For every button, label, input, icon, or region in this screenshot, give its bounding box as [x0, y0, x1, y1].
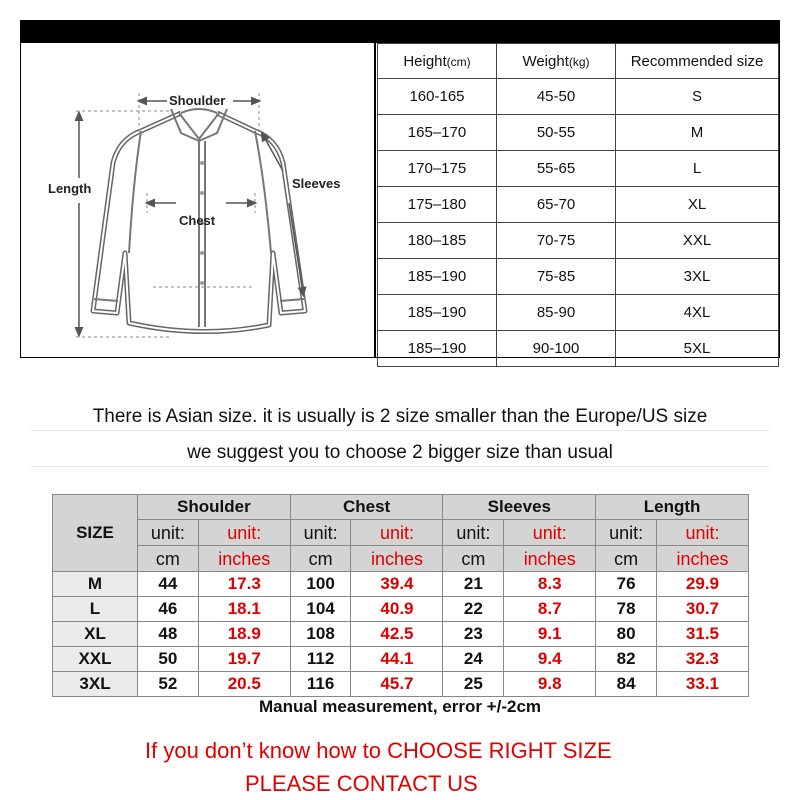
- shirt-diagram: [21, 43, 376, 357]
- value-cm-cell: 104: [290, 597, 351, 622]
- height-cell: 185–190: [378, 259, 497, 295]
- recommended-size-table: [377, 43, 779, 367]
- group-header-shoulder: Shoulder: [138, 495, 291, 520]
- height-cell: 165–170: [378, 115, 497, 151]
- divider: [30, 466, 770, 467]
- value-cm-cell: 76: [596, 572, 657, 597]
- value-cm-cell: 25: [443, 672, 504, 697]
- value-inches-cell: 19.7: [198, 647, 290, 672]
- sleeves-label: Sleeves: [292, 176, 341, 191]
- recommended-size-cell: XXL: [616, 223, 779, 259]
- measure-group-header: [53, 495, 749, 520]
- value-inches-cell: 8.7: [504, 597, 596, 622]
- shoulder-label: Shoulder: [169, 93, 226, 108]
- size-table-row: [378, 259, 779, 295]
- size-cell: M: [53, 572, 138, 597]
- value-inches-cell: 9.4: [504, 647, 596, 672]
- value-cm-cell: 52: [138, 672, 199, 697]
- value-cm-cell: 78: [596, 597, 657, 622]
- value-cm-cell: 21: [443, 572, 504, 597]
- weight-cell: 65-70: [497, 187, 616, 223]
- recommended-size-cell: L: [616, 151, 779, 187]
- size-table-header: [378, 44, 779, 79]
- value-inches-cell: 32.3: [656, 647, 748, 672]
- panel-header-bar: [21, 21, 779, 43]
- height-cell: 185–190: [378, 295, 497, 331]
- group-header-chest: Chest: [290, 495, 443, 520]
- recommended-size-cell: M: [616, 115, 779, 151]
- unit-label-inches: unit:: [656, 520, 748, 546]
- value-inches-cell: 20.5: [198, 672, 290, 697]
- shirt-illustration: [21, 43, 374, 357]
- value-cm-cell: 24: [443, 647, 504, 672]
- weight-cell: 70-75: [497, 223, 616, 259]
- unit-row-top: [53, 520, 749, 546]
- size-cell: XXL: [53, 647, 138, 672]
- height-header: Height(cm): [378, 44, 497, 79]
- value-inches-cell: 31.5: [656, 622, 748, 647]
- size-table-row: [378, 187, 779, 223]
- measurement-row: [53, 572, 749, 597]
- size-table-row: [378, 79, 779, 115]
- unit-name-inches: inches: [351, 546, 443, 572]
- size-table-row: [378, 151, 779, 187]
- recommended-size-cell: 5XL: [616, 331, 779, 367]
- unit-label-cm: unit:: [138, 520, 199, 546]
- unit-label-cm: unit:: [290, 520, 351, 546]
- unit-label-inches: unit:: [504, 520, 596, 546]
- weight-cell: 55-65: [497, 151, 616, 187]
- value-cm-cell: 44: [138, 572, 199, 597]
- value-cm-cell: 80: [596, 622, 657, 647]
- height-cell: 185–190: [378, 331, 497, 367]
- value-cm-cell: 82: [596, 647, 657, 672]
- value-cm-cell: 112: [290, 647, 351, 672]
- value-inches-cell: 30.7: [656, 597, 748, 622]
- unit-name-cm: cm: [290, 546, 351, 572]
- unit-label-inches: unit:: [351, 520, 443, 546]
- value-inches-cell: 44.1: [351, 647, 443, 672]
- unit-label-cm: unit:: [443, 520, 504, 546]
- recommended-size-cell: XL: [616, 187, 779, 223]
- value-inches-cell: 9.1: [504, 622, 596, 647]
- height-cell: 175–180: [378, 187, 497, 223]
- size-guide-panel: [20, 20, 780, 358]
- value-cm-cell: 100: [290, 572, 351, 597]
- unit-name-inches: inches: [656, 546, 748, 572]
- value-cm-cell: 22: [443, 597, 504, 622]
- value-cm-cell: 116: [290, 672, 351, 697]
- value-inches-cell: 40.9: [351, 597, 443, 622]
- unit-label-cm: unit:: [596, 520, 657, 546]
- weight-cell: 50-55: [497, 115, 616, 151]
- weight-cell: 45-50: [497, 79, 616, 115]
- height-cell: 180–185: [378, 223, 497, 259]
- value-cm-cell: 50: [138, 647, 199, 672]
- size-cell: 3XL: [53, 672, 138, 697]
- unit-name-cm: cm: [443, 546, 504, 572]
- unit-name-inches: inches: [504, 546, 596, 572]
- size-table-row: [378, 331, 779, 367]
- weight-cell: 75-85: [497, 259, 616, 295]
- unit-name-cm: cm: [596, 546, 657, 572]
- value-inches-cell: 42.5: [351, 622, 443, 647]
- weight-header: Weight(kg): [497, 44, 616, 79]
- measurement-row: [53, 622, 749, 647]
- unit-row-bottom: [53, 546, 749, 572]
- measurement-table: [52, 494, 749, 697]
- recommended-size-header: Recommended size: [616, 44, 779, 79]
- weight-cell: 90-100: [497, 331, 616, 367]
- measurement-error-note: Manual measurement, error +/-2cm: [258, 697, 542, 716]
- size-table-row: [378, 115, 779, 151]
- recommended-size-cell: S: [616, 79, 779, 115]
- height-cell: 160-165: [378, 79, 497, 115]
- size-cell: L: [53, 597, 138, 622]
- value-inches-cell: 9.8: [504, 672, 596, 697]
- value-inches-cell: 45.7: [351, 672, 443, 697]
- value-cm-cell: 84: [596, 672, 657, 697]
- value-inches-cell: 18.1: [198, 597, 290, 622]
- contact-us-notice: PLEASE CONTACT US: [245, 771, 478, 796]
- recommended-size-cell: 3XL: [616, 259, 779, 295]
- size-cell: XL: [53, 622, 138, 647]
- measurement-row: [53, 672, 749, 697]
- value-inches-cell: 29.9: [656, 572, 748, 597]
- recommended-size-cell: 4XL: [616, 295, 779, 331]
- group-header-sleeves: Sleeves: [443, 495, 596, 520]
- measurement-row: [53, 597, 749, 622]
- length-label: Length: [48, 181, 92, 196]
- unit-name-inches: inches: [198, 546, 290, 572]
- value-inches-cell: 18.9: [198, 622, 290, 647]
- value-cm-cell: 46: [138, 597, 199, 622]
- divider: [30, 430, 770, 431]
- value-cm-cell: 108: [290, 622, 351, 647]
- choose-size-notice: If you don’t know how to CHOOSE RIGHT SIZE: [145, 738, 612, 763]
- asian-size-note: There is Asian size. it is usually is 2 size smaller than the Europe/US size: [92, 406, 708, 427]
- value-inches-cell: 33.1: [656, 672, 748, 697]
- value-inches-cell: 8.3: [504, 572, 596, 597]
- bigger-size-suggestion: we suggest you to choose 2 bigger size than usual: [187, 442, 613, 463]
- size-table-row: [378, 223, 779, 259]
- weight-cell: 85-90: [497, 295, 616, 331]
- value-cm-cell: 48: [138, 622, 199, 647]
- size-column-header: SIZE: [53, 495, 138, 572]
- value-inches-cell: 17.3: [198, 572, 290, 597]
- unit-name-cm: cm: [138, 546, 199, 572]
- chest-label: Chest: [179, 213, 216, 228]
- size-table-row: [378, 295, 779, 331]
- height-cell: 170–175: [378, 151, 497, 187]
- measurement-row: [53, 647, 749, 672]
- unit-label-inches: unit:: [198, 520, 290, 546]
- value-cm-cell: 23: [443, 622, 504, 647]
- value-inches-cell: 39.4: [351, 572, 443, 597]
- group-header-length: Length: [596, 495, 749, 520]
